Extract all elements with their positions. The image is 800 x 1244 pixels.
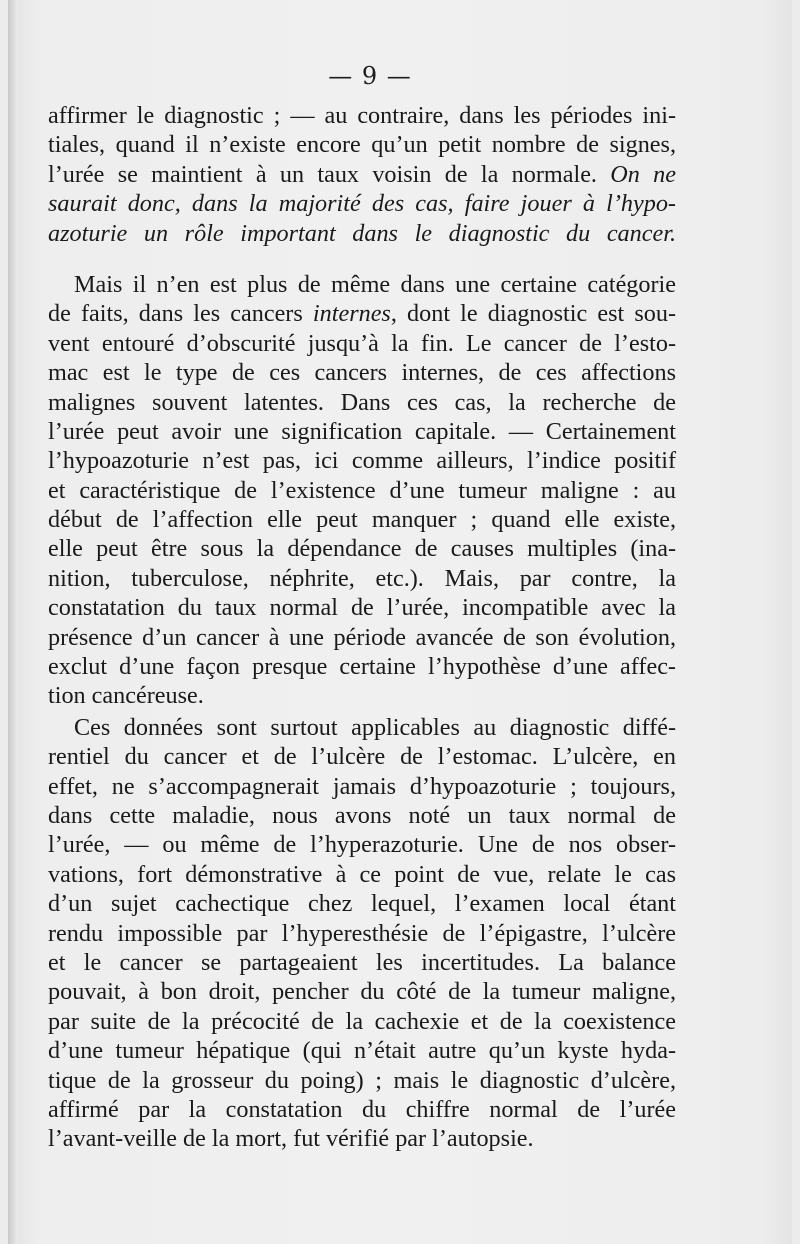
text-line: l’urée, — ou même de l’hyperazoturie. Une de nos obser- [48, 831, 676, 859]
text-line: rentiel du cancer et de l’ulcère de l’estomac. L’ulcère, en [48, 743, 676, 771]
page-number: — 9 — [328, 62, 412, 90]
text-line: de faits, dans les cancers internes, dont le diagnostic est sou- [48, 300, 676, 328]
text-line: pouvait, à bon droit, pencher du côté de la tumeur maligne, [48, 978, 676, 1006]
text-line: l’avant-veille de la mort, fut vérifié par l’autopsie. [48, 1125, 534, 1153]
text-line: d’un sujet cachectique chez lequel, l’examen local étant [48, 890, 676, 918]
text-line: début de l’affection elle peut manquer ; quand elle existe, [48, 506, 676, 534]
text-line: rendu impossible par l’hyperesthésie de l’épigastre, l’ulcère [48, 919, 676, 947]
text-line: affirmé par la constatation du chiffre normal de l’urée [48, 1095, 676, 1123]
text-line: et caractéristique de l’existence d’une tumeur maligne : au [48, 476, 676, 504]
text-line-italic: azoturie un rôle important dans le diagnostic du cancer. [48, 219, 676, 247]
text-line: par suite de la précocité de la cachexie et de la coexistence [48, 1007, 676, 1035]
text-line: vent entouré d’obscurité jusqu’à la fin. Le cancer de l’esto- [48, 329, 676, 357]
text-line: tion cancéreuse. [48, 682, 204, 710]
body-text [48, 101, 676, 1154]
paragraph-2 [48, 270, 676, 711]
text-line: d’une tumeur hépatique (qui n’était autre qu’un kyste hyda- [48, 1037, 676, 1065]
paragraph-1 [48, 101, 676, 248]
text-line: tiales, quand il n’existe encore qu’un petit nombre de signes, [48, 131, 676, 159]
text-line: présence d’un cancer à une période avancée de son évolution, [48, 623, 676, 651]
text-line: l’urée peut avoir une signification capitale. — Certainement [48, 417, 676, 445]
text-line: tique de la grosseur du poing) ; mais le diagnostic d’ulcère, [48, 1066, 676, 1094]
text-line: malignes souvent latentes. Dans ces cas, la recherche de [48, 388, 676, 416]
text-line: vations, fort démonstrative à ce point de vue, relate le cas [48, 860, 676, 888]
paragraph-3 [48, 713, 676, 1154]
text-line: Ces données sont surtout applicables au diagnostic diffé- [74, 713, 676, 741]
italic-span: internes [312, 300, 391, 328]
text-line: l’hypoazoturie n’est pas, ici comme ailleurs, l’indice positif [48, 447, 676, 475]
binding-shadow [8, 0, 18, 1244]
text-line: constatation du taux normal de l’urée, incompatible avec la [48, 594, 676, 622]
text-line: exclut d’une façon presque certaine l’hypothèse d’une affec- [48, 653, 676, 681]
text-line: effet, ne s’accompagnerait jamais d’hypoazoturie ; toujours, [48, 772, 676, 800]
italic-span: On ne [610, 160, 676, 188]
text-line: affirmer le diagnostic ; — au contraire, dans les périodes ini- [48, 102, 676, 129]
text-line: l’urée se maintient à un taux voisin de la normale. On ne [48, 160, 676, 188]
text-line: mac est le type de ces cancers internes, de ces affections [48, 359, 676, 387]
text-line: Mais il n’en est plus de même dans une certaine catégorie [74, 270, 676, 298]
text-line: elle peut être sous la dépendance de causes multiples (ina- [48, 535, 676, 563]
text-line: dans cette maladie, nous avons noté un taux normal de [48, 801, 676, 829]
text-line: nition, tuberculose, néphrite, etc.). Mais, par contre, la [48, 564, 676, 592]
text-line: et le cancer se partageaient les incertitudes. La balance [48, 948, 676, 976]
text-line-italic: saurait donc, dans la majorité des cas, faire jouer à l’hypo- [48, 190, 676, 218]
paragraph-gap [48, 248, 676, 270]
